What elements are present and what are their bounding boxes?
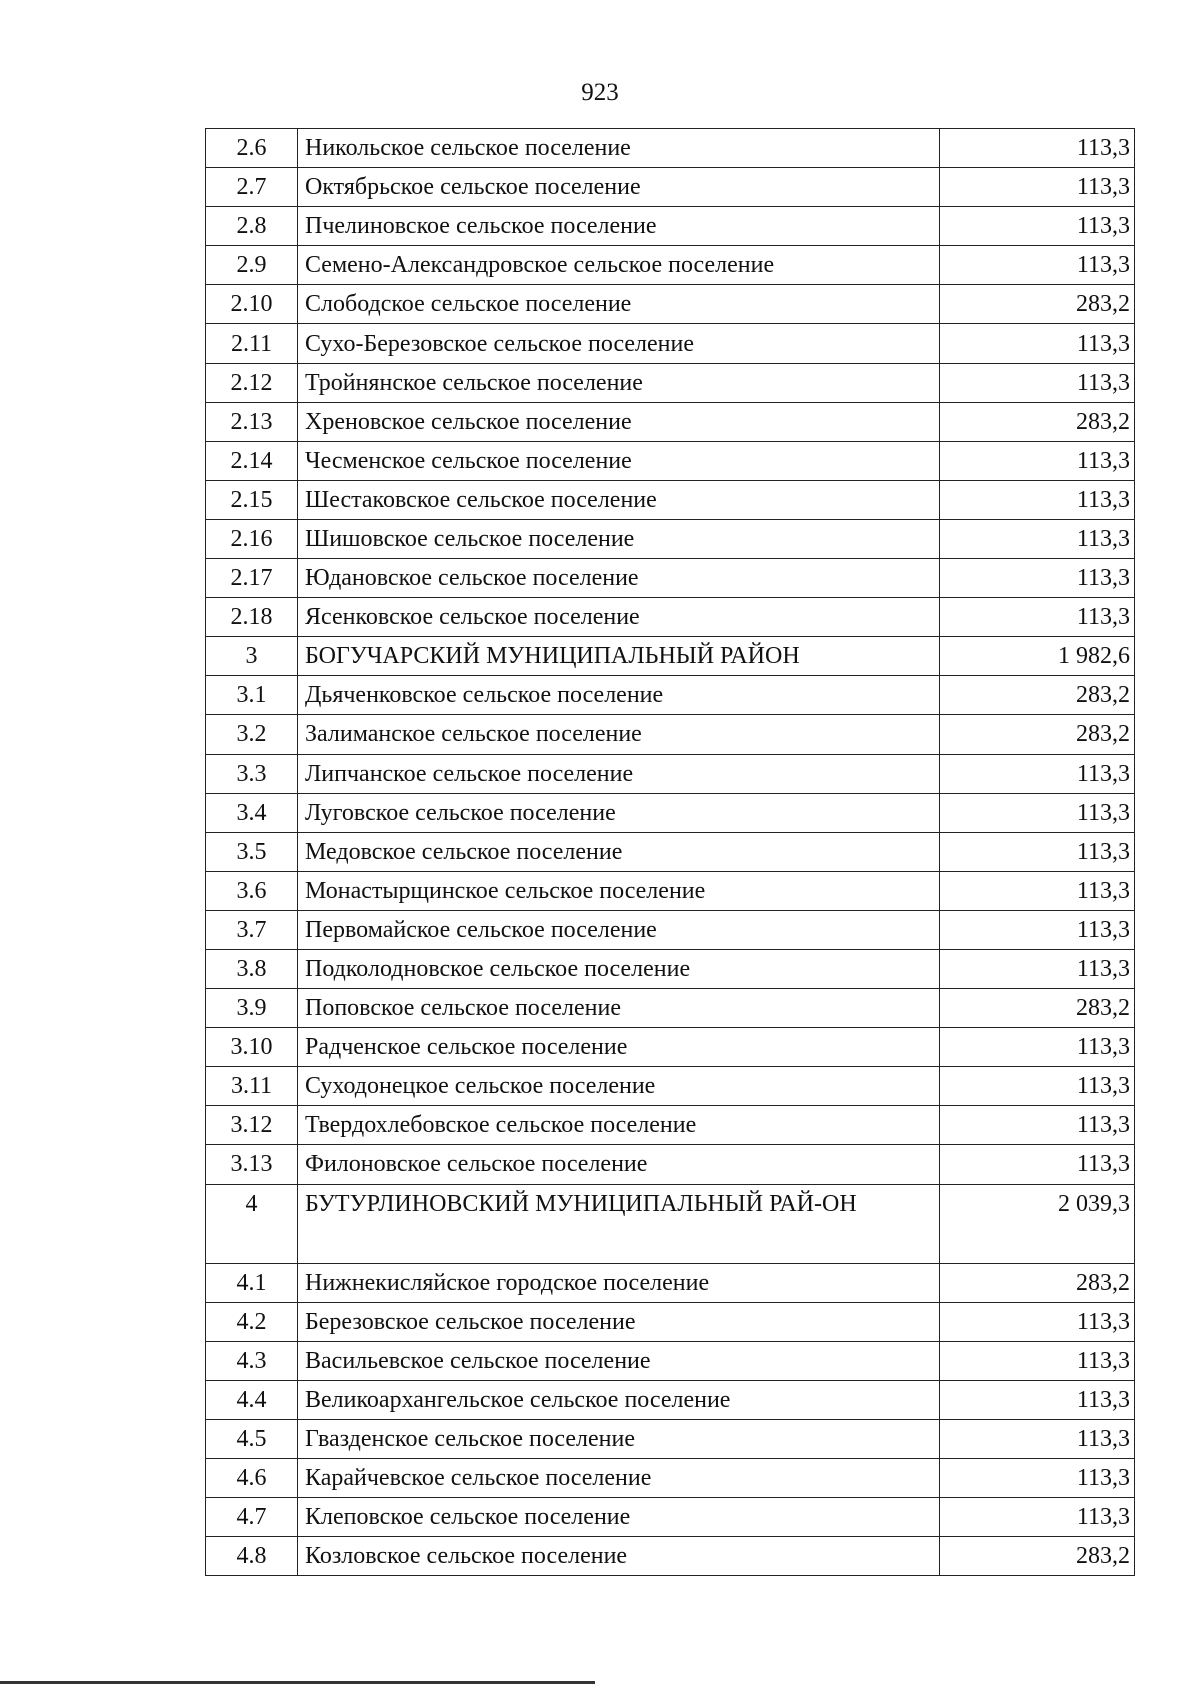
settlement-name: Монастырщинское сельское поселение: [298, 871, 940, 910]
amount-value: 113,3: [940, 871, 1135, 910]
settlement-name: Залиманское сельское поселение: [298, 715, 940, 754]
amount-value: 113,3: [940, 1106, 1135, 1145]
allocation-table: [205, 128, 1135, 1576]
table-row: [206, 1028, 1135, 1067]
settlement-name: Березовское сельское поселение: [298, 1302, 940, 1341]
settlement-name: Слободское сельское поселение: [298, 285, 940, 324]
row-number: 4.5: [206, 1419, 298, 1458]
table-row: [206, 1263, 1135, 1302]
settlement-name: Шестаковское сельское поселение: [298, 480, 940, 519]
settlement-name: Клеповское сельское поселение: [298, 1498, 940, 1537]
table-row: [206, 1145, 1135, 1184]
amount-value: 113,3: [940, 246, 1135, 285]
footer-rule: [0, 1681, 595, 1684]
settlement-name: Сухо-Березовское сельское поселение: [298, 324, 940, 363]
settlement-name: Шишовское сельское поселение: [298, 519, 940, 558]
settlement-name: Подколодновское сельское поселение: [298, 949, 940, 988]
row-number: 2.8: [206, 207, 298, 246]
settlement-name: Никольское сельское поселение: [298, 129, 940, 168]
settlement-name: Медовское сельское поселение: [298, 832, 940, 871]
table-body: [206, 129, 1135, 1576]
amount-value: 283,2: [940, 402, 1135, 441]
page-number: 923: [581, 79, 619, 106]
row-number: 2.12: [206, 363, 298, 402]
amount-value: 113,3: [940, 363, 1135, 402]
table-row: [206, 871, 1135, 910]
row-number: 4.6: [206, 1459, 298, 1498]
settlement-name: Суходонецкое сельское поселение: [298, 1067, 940, 1106]
row-number: 3.4: [206, 793, 298, 832]
amount-value: 113,3: [940, 910, 1135, 949]
row-number: 4.2: [206, 1302, 298, 1341]
amount-value: 113,3: [940, 832, 1135, 871]
amount-value: 283,2: [940, 1537, 1135, 1576]
table-row: [206, 1537, 1135, 1576]
table-row: [206, 246, 1135, 285]
amount-value: 113,3: [940, 324, 1135, 363]
amount-value: 113,3: [940, 168, 1135, 207]
table-row: [206, 129, 1135, 168]
table-row: [206, 1302, 1135, 1341]
settlement-name: Нижнекисляйское городское поселение: [298, 1263, 940, 1302]
table-row: [206, 285, 1135, 324]
table-row: [206, 1380, 1135, 1419]
amount-value: 113,3: [940, 1145, 1135, 1184]
table-row: [206, 637, 1135, 676]
amount-value: 1 982,6: [940, 637, 1135, 676]
row-number: 3.12: [206, 1106, 298, 1145]
row-number: 2.10: [206, 285, 298, 324]
settlement-name: Тройнянское сельское поселение: [298, 363, 940, 402]
row-number: 3.7: [206, 910, 298, 949]
amount-value: 113,3: [940, 1028, 1135, 1067]
settlement-name: Юдановское сельское поселение: [298, 559, 940, 598]
settlement-name: Дьяченковское сельское поселение: [298, 676, 940, 715]
table-row: [206, 1067, 1135, 1106]
table-row: [206, 1106, 1135, 1145]
row-number: 2.16: [206, 519, 298, 558]
table-row: [206, 1459, 1135, 1498]
amount-value: 283,2: [940, 285, 1135, 324]
amount-value: 113,3: [940, 1419, 1135, 1458]
amount-value: 113,3: [940, 1459, 1135, 1498]
row-number: 2.18: [206, 598, 298, 637]
row-number: 4.4: [206, 1380, 298, 1419]
settlement-name: Филоновское сельское поселение: [298, 1145, 940, 1184]
settlement-name: Великоархангельское сельское поселение: [298, 1380, 940, 1419]
row-number: 4.1: [206, 1263, 298, 1302]
table-row: [206, 519, 1135, 558]
row-number: 3.13: [206, 1145, 298, 1184]
row-number: 2.13: [206, 402, 298, 441]
table-row: [206, 1184, 1135, 1263]
table-row: [206, 363, 1135, 402]
table-row: [206, 1419, 1135, 1458]
amount-value: 113,3: [940, 1380, 1135, 1419]
amount-value: 113,3: [940, 754, 1135, 793]
amount-value: 283,2: [940, 715, 1135, 754]
settlement-name: Васильевское сельское поселение: [298, 1341, 940, 1380]
settlement-name: Пчелиновское сельское поселение: [298, 207, 940, 246]
amount-value: 113,3: [940, 1498, 1135, 1537]
row-number: 4.3: [206, 1341, 298, 1380]
table-row: [206, 676, 1135, 715]
amount-value: 283,2: [940, 1263, 1135, 1302]
table-row: [206, 324, 1135, 363]
row-number: 3.8: [206, 949, 298, 988]
settlement-name: Гвазденское сельское поселение: [298, 1419, 940, 1458]
amount-value: 113,3: [940, 1067, 1135, 1106]
settlement-name: Козловское сельское поселение: [298, 1537, 940, 1576]
row-number: 2.14: [206, 441, 298, 480]
table-row: [206, 910, 1135, 949]
amount-value: 113,3: [940, 207, 1135, 246]
table-row: [206, 754, 1135, 793]
amount-value: 113,3: [940, 793, 1135, 832]
row-number: 2.6: [206, 129, 298, 168]
row-number: 2.7: [206, 168, 298, 207]
row-number: 3.3: [206, 754, 298, 793]
table-row: [206, 402, 1135, 441]
settlement-name: Чесменское сельское поселение: [298, 441, 940, 480]
settlement-name: Ясенковское сельское поселение: [298, 598, 940, 637]
row-number: 3.2: [206, 715, 298, 754]
row-number: 3: [206, 637, 298, 676]
district-name: БОГУЧАРСКИЙ МУНИЦИПАЛЬНЫЙ РАЙОН: [298, 637, 940, 676]
table-row: [206, 1341, 1135, 1380]
settlement-name: Поповское сельское поселение: [298, 989, 940, 1028]
row-number: 2.11: [206, 324, 298, 363]
amount-value: 2 039,3: [940, 1184, 1135, 1263]
table-row: [206, 598, 1135, 637]
table-row: [206, 989, 1135, 1028]
amount-value: 283,2: [940, 676, 1135, 715]
row-number: 2.17: [206, 559, 298, 598]
row-number: 4: [206, 1184, 298, 1263]
amount-value: 113,3: [940, 129, 1135, 168]
row-number: 4.8: [206, 1537, 298, 1576]
amount-value: 283,2: [940, 989, 1135, 1028]
table-row: [206, 207, 1135, 246]
table-row: [206, 480, 1135, 519]
amount-value: 113,3: [940, 441, 1135, 480]
district-name: БУТУРЛИНОВСКИЙ МУНИЦИПАЛЬНЫЙ РАЙ-ОН: [298, 1184, 940, 1263]
row-number: 3.1: [206, 676, 298, 715]
amount-value: 113,3: [940, 949, 1135, 988]
table-row: [206, 559, 1135, 598]
table-row: [206, 832, 1135, 871]
row-number: 3.9: [206, 989, 298, 1028]
amount-value: 113,3: [940, 519, 1135, 558]
amount-value: 113,3: [940, 480, 1135, 519]
amount-value: 113,3: [940, 1302, 1135, 1341]
table-row: [206, 1498, 1135, 1537]
settlement-name: Радченское сельское поселение: [298, 1028, 940, 1067]
settlement-name: Октябрьское сельское поселение: [298, 168, 940, 207]
amount-value: 113,3: [940, 1341, 1135, 1380]
settlement-name: Карайчевское сельское поселение: [298, 1459, 940, 1498]
amount-value: 113,3: [940, 598, 1135, 637]
table-row: [206, 441, 1135, 480]
row-number: 3.11: [206, 1067, 298, 1106]
row-number: 3.10: [206, 1028, 298, 1067]
amount-value: 113,3: [940, 559, 1135, 598]
table-row: [206, 715, 1135, 754]
row-number: 2.9: [206, 246, 298, 285]
row-number: 3.6: [206, 871, 298, 910]
settlement-name: Луговское сельское поселение: [298, 793, 940, 832]
row-number: 2.15: [206, 480, 298, 519]
table-row: [206, 793, 1135, 832]
settlement-name: Твердохлебовское сельское поселение: [298, 1106, 940, 1145]
settlement-name: Хреновское сельское поселение: [298, 402, 940, 441]
settlement-name: Семено-Александровское сельское поселение: [298, 246, 940, 285]
row-number: 4.7: [206, 1498, 298, 1537]
settlement-name: Первомайское сельское поселение: [298, 910, 940, 949]
row-number: 3.5: [206, 832, 298, 871]
table-row: [206, 168, 1135, 207]
table-row: [206, 949, 1135, 988]
settlement-name: Липчанское сельское поселение: [298, 754, 940, 793]
